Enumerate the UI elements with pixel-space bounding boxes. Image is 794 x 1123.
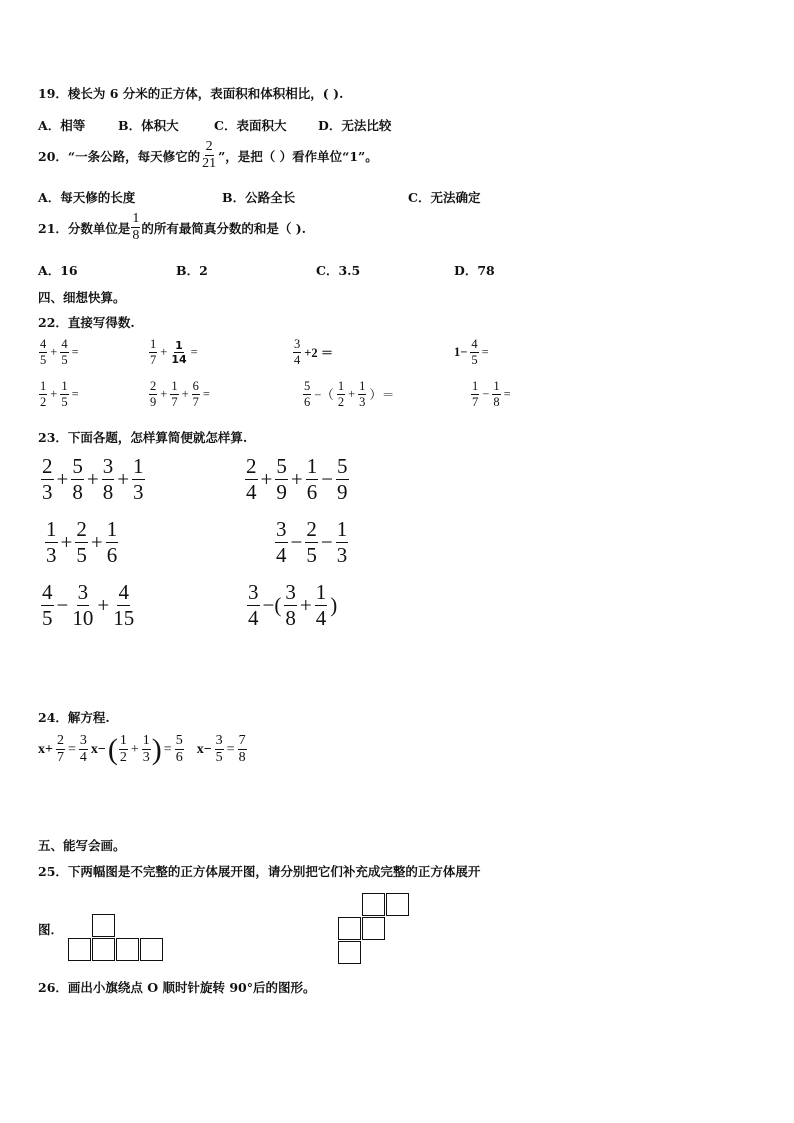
q22-expr-8: $\frac{1}{7}$ − $\frac{1}{8}$ = xyxy=(472,379,511,409)
q21-text xyxy=(38,212,306,243)
q19-text: 19．棱长为 6 分米的正方体，表面积和体积相比，( ). xyxy=(38,86,344,101)
q22-expr-6: $\frac{2}{9}$ + $\frac{1}{7}$ + $\frac{6}{7}$ = xyxy=(150,379,210,409)
q22-title: 22．直接写得数. xyxy=(38,315,135,330)
q20-frac-num: 2 xyxy=(205,139,213,154)
q20-pre: 20．“一条公路，每天修它的 xyxy=(38,148,201,164)
q19-option-b: B．体积大 xyxy=(118,118,179,133)
q23-title: 23．下面各题，怎样算简便就怎样算. xyxy=(38,430,248,445)
q21-fraction xyxy=(131,212,140,243)
q23-expr-1: $\frac{2}{3}$ + $\frac{5}{8}$ + $\frac{3}{8}$ + $\frac{1}{3}$ xyxy=(42,454,144,504)
q23-expr-3: $\frac{1}{3}$ + $\frac{2}{5}$ + $\frac{1}{6}$ xyxy=(46,517,118,567)
section-4-heading: 四、细想快算。 xyxy=(38,290,126,305)
q21-option-d: D．78 xyxy=(454,263,495,278)
net1-cell xyxy=(92,914,115,937)
net2-cell xyxy=(338,917,361,940)
q24-equations: x+ $\frac{2}{7}$ = $\frac{3}{4}$ x− ( $\frac{1}{2}$ + $\frac{1}{3}$ ) = $\frac{5}{6}$ x− $\frac{3}{5}$ = $\frac{7}{8}$ xyxy=(38,732,246,766)
q23-expr-2: $\frac{2}{4}$ + $\frac{5}{9}$ + $\frac{1}{6}$ − $\frac{5}{9}$ xyxy=(246,454,348,504)
net2-cell xyxy=(362,917,385,940)
q21-pre: 21．分数单位是 xyxy=(38,220,131,236)
q23-expr-6: $\frac{3}{4}$ −( $\frac{3}{8}$ + $\frac{1}{4}$ ) xyxy=(248,580,338,630)
q21-post: 的所有最简真分数的和是（ ). xyxy=(141,220,307,236)
q21-frac-den: 8 xyxy=(132,228,140,243)
q22-expr-1: $\frac{4}{5}$ + $\frac{4}{5}$ = xyxy=(40,337,79,367)
net1-cell xyxy=(68,938,91,961)
net2-cell xyxy=(338,941,361,964)
q20-frac-den: 21 xyxy=(202,156,217,171)
q20-option-c: C．无法确定 xyxy=(408,190,481,205)
q19-option-d: D．无法比较 xyxy=(318,118,392,133)
q22-expr-2: $\frac{1}{7}$ + $\frac{1}{14}$ = xyxy=(150,337,198,367)
q21-option-a: A．16 xyxy=(38,263,78,278)
q23-expr-5: $\frac{4}{5}$ − $\frac{3}{10}$ + $\frac{4}{15}$ xyxy=(42,580,135,630)
q23-expr-4: $\frac{3}{4}$ − $\frac{2}{5}$ − $\frac{1}{3}$ xyxy=(276,517,348,567)
q26-text: 26．画出小旗绕点 O 顺时针旋转 90°后的图形。 xyxy=(38,980,316,995)
net1-cell xyxy=(116,938,139,961)
q25-line1: 25．下两幅图是不完整的正方体展开图，请分别把它们补充成完整的正方体展开 xyxy=(38,864,481,879)
q22-expr-3: $\frac{3}{4}$ +2 ＝ xyxy=(294,337,334,367)
q20-post: ”，是把（ ）看作单位“1”。 xyxy=(218,148,378,164)
q19-option-a: A．相等 xyxy=(38,118,86,133)
section-5-heading: 五、能写会画。 xyxy=(38,838,126,853)
q22-expr-5: $\frac{1}{2}$ + $\frac{1}{5}$ = xyxy=(40,379,79,409)
q20-fraction xyxy=(201,140,217,171)
q21-frac-num: 1 xyxy=(132,211,140,226)
q22-expr-7: $\frac{5}{6}$ −（ $\frac{1}{2}$ + $\frac{1}{3}$ ）＝ xyxy=(304,379,395,409)
net2-cell xyxy=(386,893,409,916)
q20-text xyxy=(38,140,378,171)
q21-option-c: C．3.5 xyxy=(316,263,361,278)
q21-option-b: B．2 xyxy=(176,263,208,278)
q22-expr-4: 1− $\frac{4}{5}$ = xyxy=(454,337,489,367)
net1-cell xyxy=(92,938,115,961)
q20-option-a: A．每天修的长度 xyxy=(38,190,136,205)
q20-option-b: B．公路全长 xyxy=(222,190,296,205)
q24-title: 24．解方程. xyxy=(38,710,110,725)
q25-line2: 图． xyxy=(38,922,64,937)
q19-option-c: C．表面积大 xyxy=(214,118,287,133)
net2-cell xyxy=(362,893,385,916)
net1-cell xyxy=(140,938,163,961)
